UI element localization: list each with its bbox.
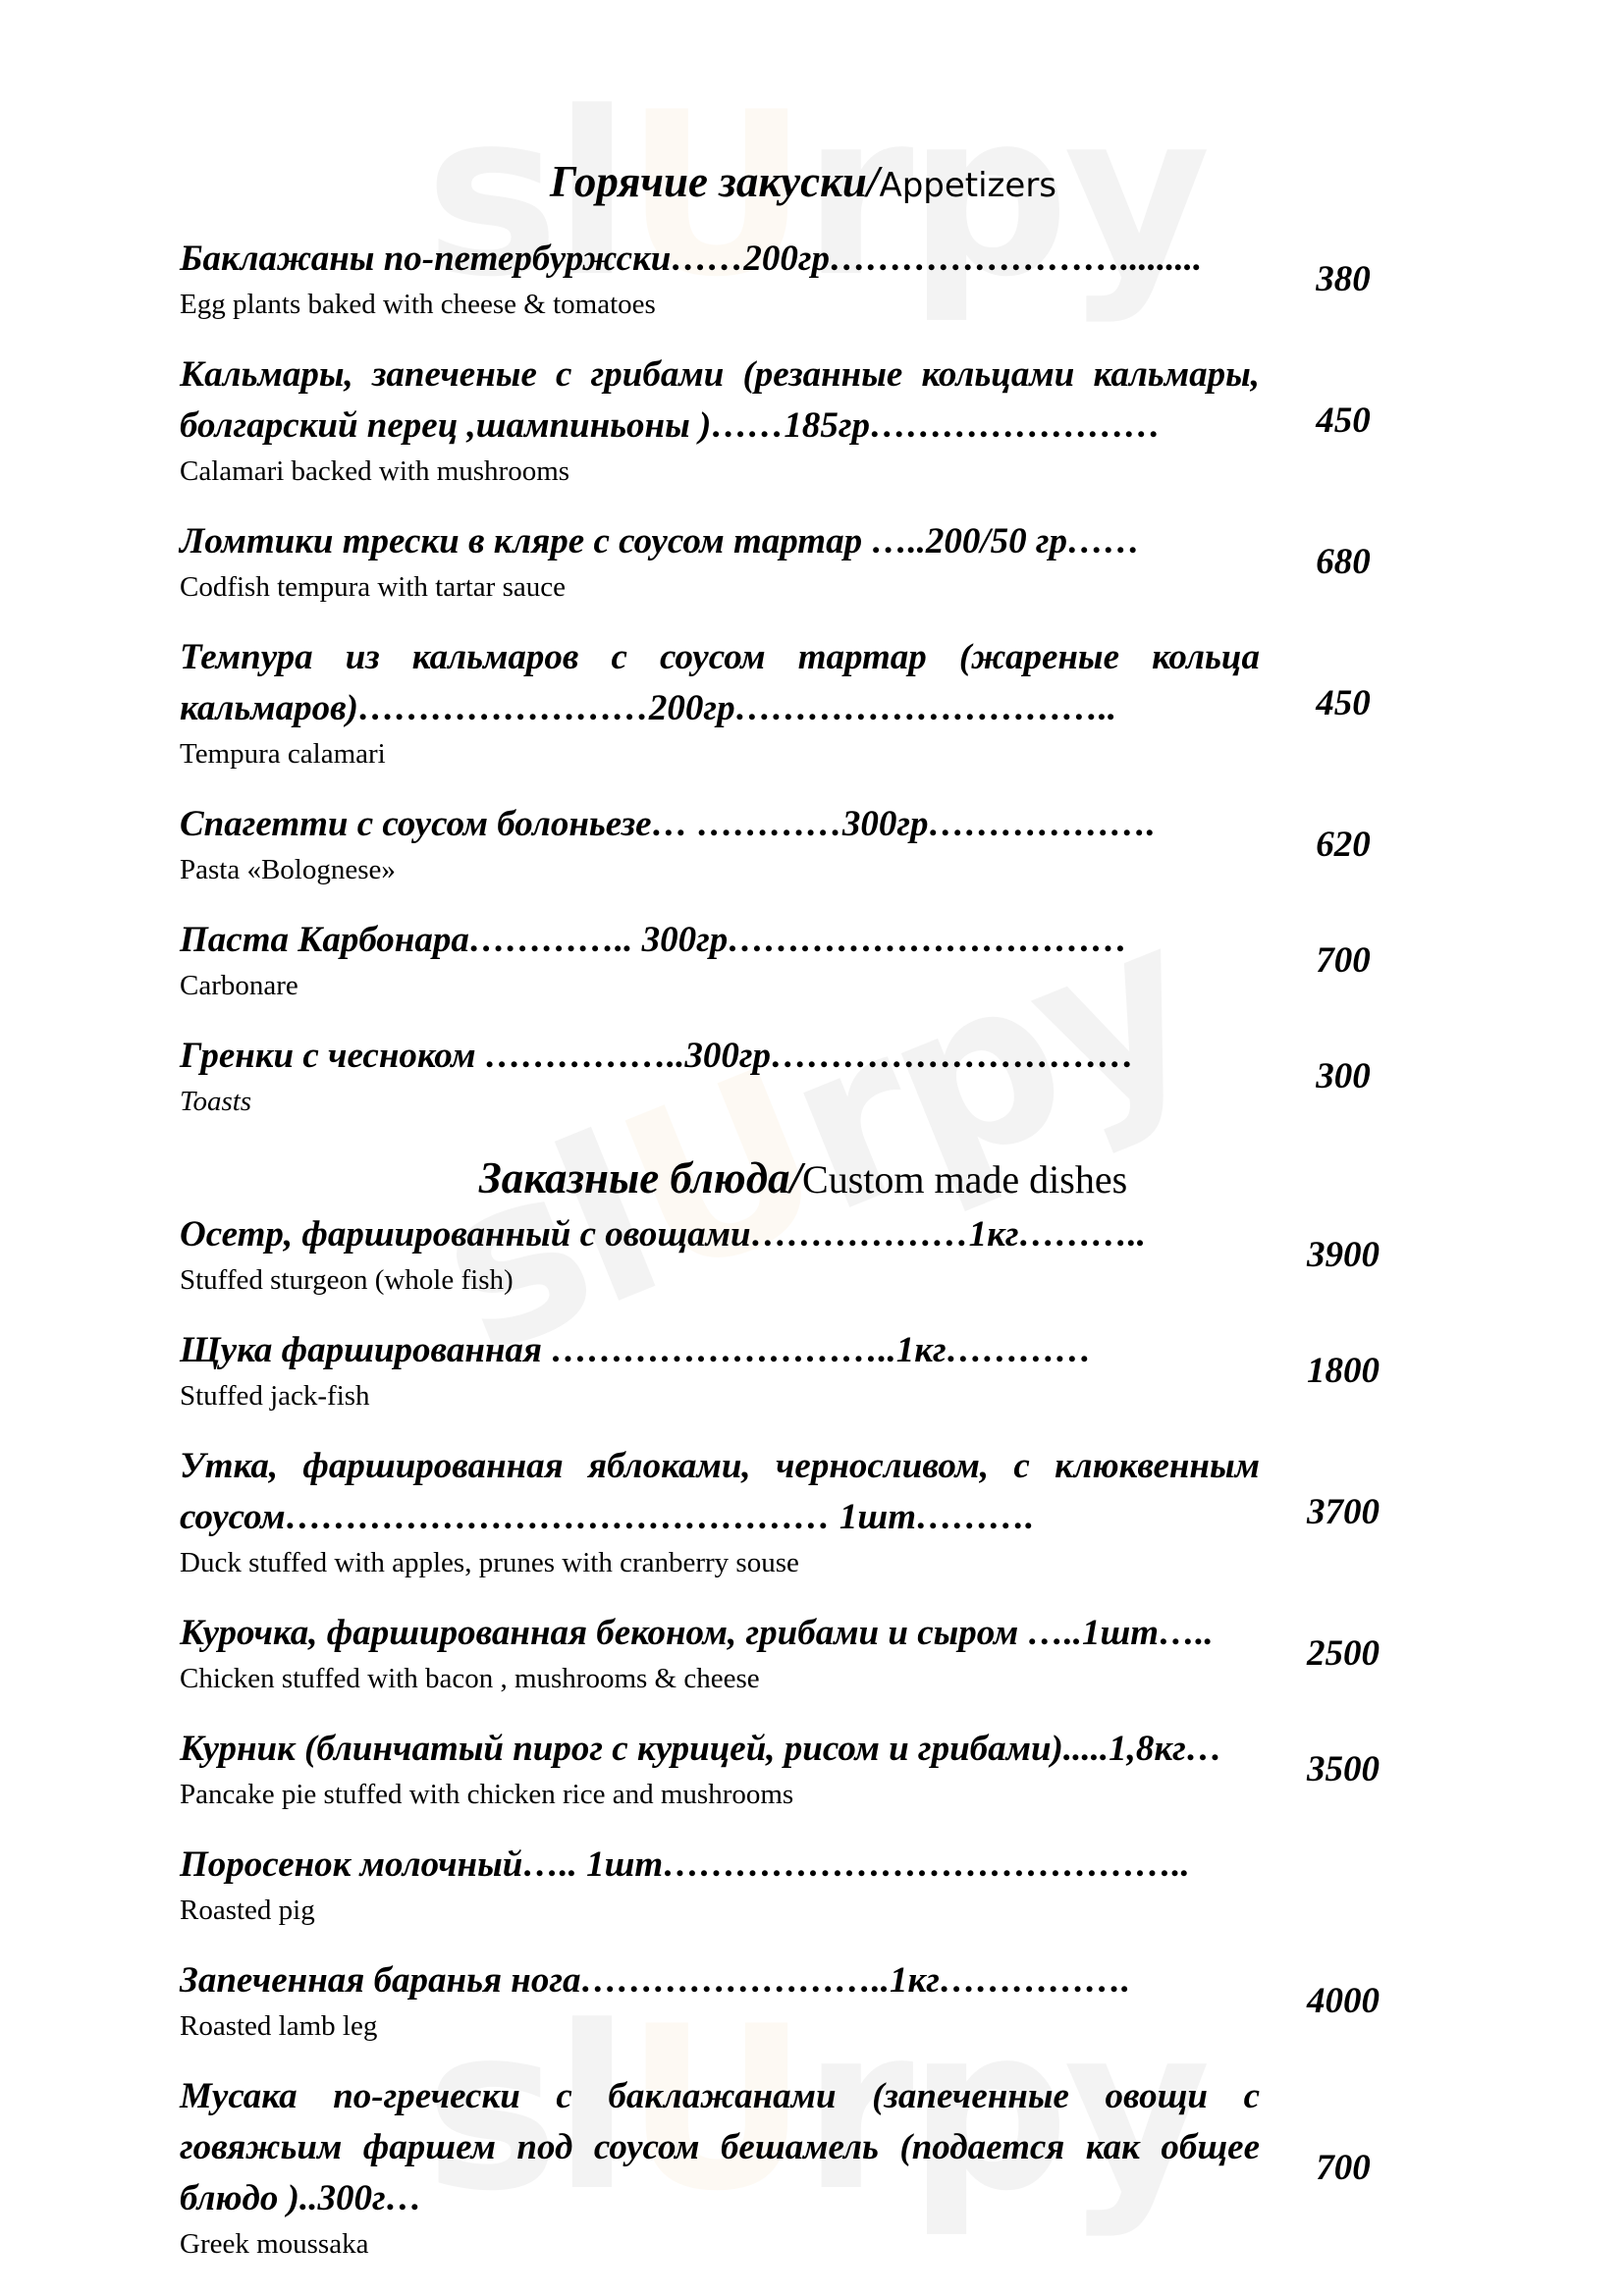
menu-item [180, 915, 1427, 1005]
menu-item-name-en: Egg plants baked with cheese & tomatoes [180, 289, 656, 320]
menu-item [180, 799, 1427, 889]
menu-item [180, 349, 1427, 491]
menu-item-name-ru: Спагетти с соусом болоньезе… …………300гр………………. [180, 804, 1156, 844]
menu-item-name-en: Toasts [180, 1086, 252, 1117]
menu-item [180, 1724, 1427, 1814]
menu-item-name-en: Greek moussaka [180, 2228, 369, 2260]
custom-dishes-list [180, 1209, 1427, 2264]
menu-item-name-ru: Паста Карбонара………….. 300гр…………………………… [180, 920, 1128, 960]
menu-item-name-ru: Темпура из кальмаров с соусом тартар (жареные кольца кальмаров)……………………200гр………………………….. [180, 637, 1260, 728]
menu-item-name-ru: Мусака по-гречески с баклажанами (запеченные овощи с говяжьим фаршем под соусом бешамель (подается как общее блюдо )..300г… [180, 2076, 1260, 2218]
menu-item-name-en: Stuffed sturgeon (whole fish) [180, 1264, 514, 1296]
menu-item-name-en: Stuffed jack-fish [180, 1380, 370, 1412]
menu-item-name-ru: Кальмары, запеченые с грибами (резанные кольцами кальмары, болгарский перец ,шампиньоны )……185гр…………………… [180, 354, 1260, 446]
menu-item-name-en: Roasted pig [180, 1895, 315, 1926]
menu-item-price: 3500 [1307, 1748, 1380, 1789]
menu-item-price: 300 [1316, 1055, 1371, 1096]
menu-item-name-ru: Утка, фаршированная яблоками, черносливом, с клюквенным соусом……………………………………… 1шт………. [180, 1446, 1260, 1537]
menu-item-name-ru: Курник (блинчатый пирог с курицей, рисом и грибами).....1,8кг… [180, 1729, 1222, 1769]
menu-item-price: 3900 [1307, 1234, 1380, 1275]
menu-item-name-en: Tempura calamari [180, 738, 386, 770]
menu-page [180, 147, 1427, 2289]
menu-item-price: 380 [1316, 258, 1371, 299]
menu-item [180, 1955, 1427, 2046]
menu-item-name-en: Chicken stuffed with bacon , mushrooms & cheese [180, 1663, 760, 1694]
menu-item [180, 2071, 1427, 2264]
menu-item-name-en: Carbonare [180, 970, 298, 1001]
menu-item-price: 700 [1316, 939, 1371, 981]
appetizers-title-ru: Горячие закуски/ [549, 157, 880, 206]
custom-dishes-title-en: Custom made dishes [802, 1157, 1128, 1201]
custom-dishes-title-ru: Заказные блюда/ [478, 1153, 803, 1202]
menu-item-price: 680 [1316, 541, 1371, 582]
menu-item [180, 1209, 1427, 1300]
menu-item-price: 2500 [1307, 1632, 1380, 1674]
menu-item-name-ru: Гренки с чесноком ……………..300гр………………………… [180, 1036, 1135, 1076]
menu-item-price: 700 [1316, 2147, 1371, 2188]
menu-item-name-ru: Щука фаршированная ………………………..1кг………… [180, 1330, 1092, 1370]
menu-item-name-en: Roasted lamb leg [180, 2010, 378, 2042]
custom-dishes-title [180, 1147, 1427, 1209]
menu-item-price: 4000 [1307, 1980, 1380, 2021]
menu-item-name-ru: Осетр, фаршированный с овощами………………1кг……….. [180, 1214, 1146, 1255]
menu-item-name-en: Codfish tempura with tartar sauce [180, 571, 566, 603]
menu-item [180, 1325, 1427, 1415]
menu-item-name-ru: Поросенок молочный….. 1шт…………………………………….. [180, 1844, 1190, 1885]
menu-item-price: 3700 [1307, 1491, 1380, 1532]
menu-item [180, 632, 1427, 774]
menu-item-name-ru: Ломтики трески в кляре с соусом тартар …..200/50 гр…… [180, 521, 1141, 561]
menu-item-price: 450 [1316, 400, 1371, 441]
menu-item-name-ru: Курочка, фаршированная беконом, грибами и сыром …..1шт….. [180, 1613, 1214, 1653]
menu-item-name-ru: Запеченная баранья нога……………………..1кг……………. [180, 1960, 1131, 2001]
menu-item [180, 1441, 1427, 1582]
menu-item [180, 1608, 1427, 1698]
menu-item-price: 1800 [1307, 1350, 1380, 1391]
menu-item [180, 1840, 1427, 1930]
appetizers-list [180, 234, 1427, 1121]
menu-item-name-ru: Баклажаны по-петербуржски……200гр……………………......... [180, 239, 1203, 279]
menu-item-name-en: Pasta «Bolognese» [180, 854, 396, 885]
menu-item [180, 516, 1427, 607]
menu-item-name-en: Calamari backed with mushrooms [180, 455, 570, 487]
menu-item-name-en: Pancake pie stuffed with chicken rice and mushrooms [180, 1779, 794, 1810]
menu-item-price: 450 [1316, 682, 1371, 723]
appetizers-title-en: Appetizers [879, 166, 1057, 205]
appetizers-title [180, 147, 1427, 216]
menu-item-price: 620 [1316, 824, 1371, 865]
menu-item [180, 234, 1427, 324]
menu-item-name-en: Duck stuffed with apples, prunes with cranberry souse [180, 1547, 799, 1578]
menu-item [180, 1031, 1427, 1121]
